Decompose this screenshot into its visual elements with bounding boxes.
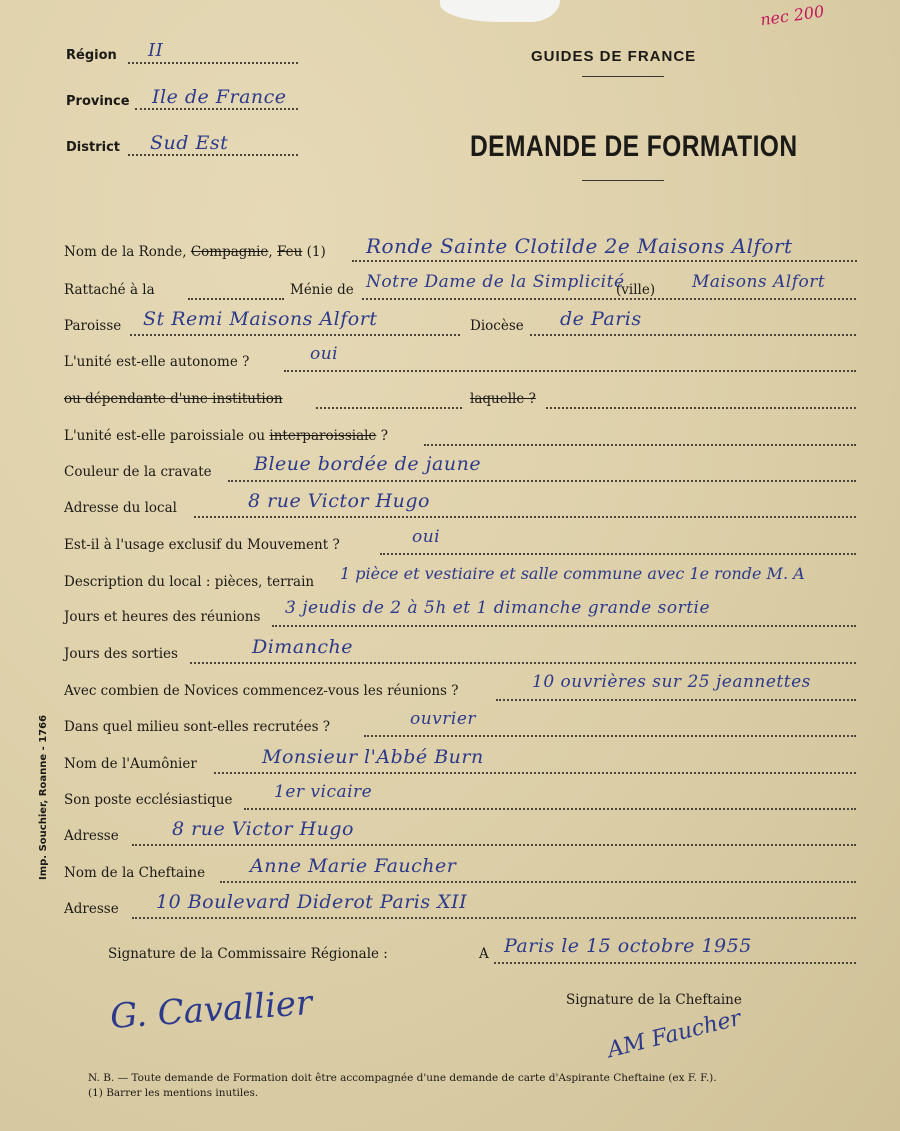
poste-label: Son poste ecclésiastique [64,792,233,808]
diocese-label-text: Diocèse [470,318,524,334]
milieu-value: ouvrier [410,709,477,729]
rattache-label: Rattaché à la [64,282,155,298]
form-title: DEMANDE DE FORMATION [470,130,798,163]
exclusif-dots [380,553,856,555]
autonome-value: oui [310,344,339,364]
nom-ronde-value: Ronde Sainte Clotilde 2e Maisons Alfort [366,234,793,258]
description-label: Description du local : pièces, terrain [64,574,315,590]
paroisse-label: Paroisse [64,318,122,334]
novices-dots [496,699,856,701]
commissaire-signature: G. Cavallier [108,982,314,1038]
jours-heures-label: Jours et heures des réunions [64,609,261,625]
paroissiale-dots [424,444,856,446]
barrer-note: (1) Barrer les mentions inutiles. [88,1087,259,1099]
cheftaine-dots [220,881,856,883]
paroisse-value: St Remi Maisons Alfort [143,308,378,330]
autonome-label: L'unité est-elle autonome ? [64,354,250,370]
cheftaine-label: Nom de la Cheftaine [64,865,206,881]
adresse1-label: Adresse [64,828,119,844]
district-label: District [66,140,120,155]
poste-dots [244,808,856,810]
poste-value: 1er vicaire [274,782,373,802]
milieu-label: Dans quel milieu sont-elles recrutées ? [64,719,331,735]
exclusif-value: oui [412,527,441,547]
diocese-value: de Paris [560,308,642,330]
commissaire-signature-label: Signature de la Commissaire Régionale : [108,946,388,962]
province-value: Ile de France [152,86,287,108]
paroissiale-label: L'unité est-elle paroissiale ou interparoissiale ? [64,428,388,444]
novices-value: 10 ouvrières sur 25 jeannettes [532,672,811,692]
cheftaine-signature-label: Signature de la Cheftaine [566,992,742,1008]
province-dots [135,108,298,110]
nb-note: N. B. — Toute demande de Formation doit être accompagnée d'une demande de carte d'Aspirante Cheftaine (ex F. F.). [88,1072,717,1084]
printer-mark: Imp. Souchier, Roanne - 1766 [38,714,49,880]
cravate-dots [228,480,856,482]
menie-value: Notre Dame de la Simplicité [366,272,625,292]
province-label: Province [66,94,130,109]
aumonier-value: Monsieur l'Abbé Burn [262,746,484,768]
corner-note: nec 200 [758,1,826,30]
menie-label: Ménie de [290,282,354,298]
ville-label: (ville) [616,282,656,298]
region-value: II [148,40,164,61]
sorties-label: Jours des sorties [64,646,178,662]
title-rule-bottom [582,180,664,181]
local-value: 8 rue Victor Hugo [248,490,430,512]
jours-heures-dots [272,625,856,627]
cheftaine-signature: AM Faucher [605,1005,744,1064]
title-rule-top [582,76,664,77]
cravate-label: Couleur de la cravate [64,464,212,480]
description-value: 1 pièce et vestiaire et salle commune avec 1e ronde M. A [340,564,805,583]
aumonier-label: Nom de l'Aumônier [64,756,197,772]
jours-heures-value: 3 jeudis de 2 à 5h et 1 dimanche grande sortie [285,598,711,618]
place-date-value: Paris le 15 octobre 1955 [504,935,752,957]
adresse2-value: 10 Boulevard Diderot Paris XII [156,891,468,913]
region-label: Région [66,48,117,63]
a-label: A [479,946,489,962]
adresse2-dots [132,917,856,919]
milieu-dots [364,735,856,737]
dependante-dots [316,407,462,409]
diocese-dots [530,334,856,336]
paroisse-dots [130,334,460,336]
org-title: GUIDES DE FRANCE [531,48,697,65]
ville-value: Maisons Alfort [692,272,826,292]
sorties-dots [190,662,856,664]
place-date-dots [494,962,856,964]
local-label: Adresse du local [64,500,177,516]
sorties-value: Dimanche [252,636,354,658]
cheftaine-value: Anne Marie Faucher [250,855,457,877]
adresse2-label: Adresse [64,901,119,917]
novices-label: Avec combien de Novices commencez-vous les réunions ? [64,683,459,699]
exclusif-label: Est-il à l'usage exclusif du Mouvement ? [64,537,340,553]
adresse1-dots [132,844,856,846]
nom-ronde-label: Nom de la Ronde, Compagnie, Feu (1) [64,244,326,260]
district-value: Sud Est [150,132,229,154]
nom-ronde-dots [352,260,857,262]
local-dots [194,516,856,518]
laquelle-label: laquelle ? [470,391,536,407]
autonome-dots [284,370,856,372]
dependante-label: ou dépendante d'une institution [64,391,283,407]
adresse1-value: 8 rue Victor Hugo [172,818,354,840]
menie-dots [362,298,856,300]
district-dots [128,154,298,156]
cravate-value: Bleue bordée de jaune [254,453,482,475]
laquelle-dots [546,407,856,409]
aumonier-dots [214,772,856,774]
region-dots [128,62,298,64]
rattache-dots [188,298,284,300]
